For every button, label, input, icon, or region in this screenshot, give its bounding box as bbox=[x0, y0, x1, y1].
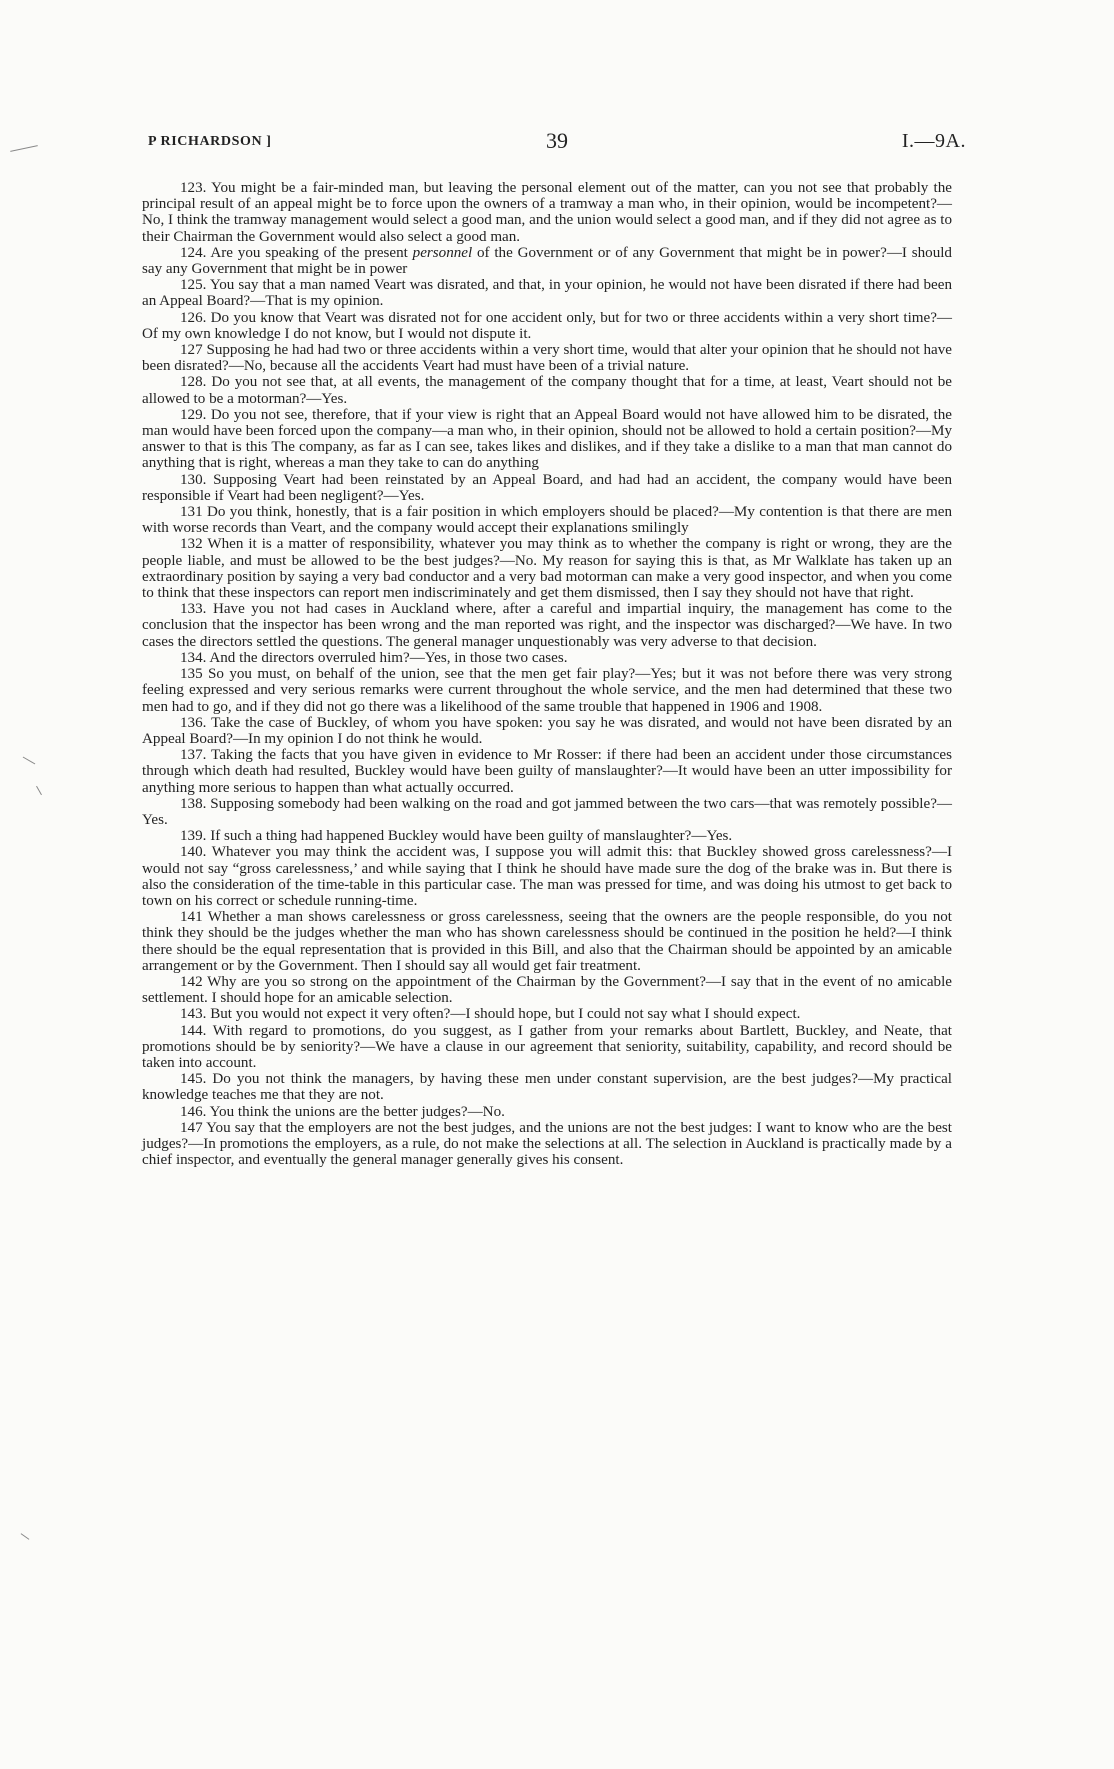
qa-paragraph: 131 Do you think, honestly, that is a fair position in which employers should be placed?—My contention is that there are men with worse records than Veart, and the company would accept their explanations smilingly bbox=[142, 504, 952, 537]
qa-paragraph: 147 You say that the employers are not the best judges, and the unions are not the best judges: I want to know who are the best judges?—In promotions the employers, as a rule, do not make the selections at all. The selection in Auckland is practically made by a chief inspector, and eventually the general manager generally gives his consent. bbox=[142, 1119, 952, 1169]
qa-paragraph: 126. Do you know that Veart was disrated not for one accident only, but for two or three accidents within a very short time?—Of my own knowledge I do not know, but I would not dispute it. bbox=[142, 309, 952, 342]
qa-paragraph: 134. And the directors overruled him?—Yes, in those two cases. bbox=[180, 649, 568, 666]
qa-paragraph: 137. Taking the facts that you have given in evidence to Mr Rosser: if there had been an accident under those circumstances through which death had resulted, Buckley would have been guilty of manslaughter?—It would have been an utter impossibility for anything more serious to happen than what actually occurred. bbox=[142, 747, 952, 796]
qa-paragraph: 127 Supposing he had had two or three accidents within a very short time, would that alter your opinion that he should not have been disrated?—No, because all the accidents Veart had must have been of a trivial nature. bbox=[142, 342, 952, 375]
page-number: 39 bbox=[546, 128, 568, 153]
testimony-body bbox=[142, 180, 952, 1168]
scan-mark bbox=[21, 1533, 30, 1540]
qa-paragraph: 129. Do you not see, therefore, that if your view is right that an Appeal Board would not have allowed him to be disrated, the man would have been forced upon the company—a man who, in their opinion, should not be allowed to hold a certain position?—My answer to that is this The company, as far as I can see, takes likes and dislikes, and if they take a dislike to a man that man cannot do anything that is right, whereas a man they take to can do anything bbox=[142, 406, 952, 472]
qa-paragraph: 130. Supposing Veart had been reinstated by an Appeal Board, and had had an accident, the company would have been responsible if Veart had been negligent?—Yes. bbox=[142, 471, 952, 504]
qa-paragraph: 145. Do you not think the managers, by having these men under constant supervision, are the best judges?—My practical knowledge teaches me that they are not. bbox=[142, 1071, 952, 1104]
qa-paragraph: 143. But you would not expect it very often?—I should hope, but I could not say what I should expect. bbox=[180, 1006, 801, 1023]
scan-mark bbox=[36, 786, 42, 795]
qa-paragraph: 139. If such a thing had happened Buckley would have been guilty of manslaughter?—Yes. bbox=[180, 828, 733, 845]
qa-paragraph: 132 When it is a matter of responsibility, whatever you may think as to whether the company is right or wrong, they are the people liable, and must be allowed to be the best judges?—No. My reason for saying this is that, as Mr Walklate has taken up an extraordinary position by saying a very bad conductor and a very bad motorman can make a very good inspector, and when you come to think that these inspectors can report men indiscriminately and get them dismissed, then I say they should not have that right. bbox=[142, 536, 952, 602]
scan-mark bbox=[23, 757, 36, 765]
qa-paragraph: 133. Have you not had cases in Auckland where, after a careful and impartial inquiry, the management has come to the conclusion that the inspector has been wrong and the man reported was right, and the inspector was discharged?—We have. In two cases the directors settled the questions. The general manager unquestionably was very adverse to that decision. bbox=[142, 601, 952, 650]
document-reference: I.—9A. bbox=[901, 130, 966, 152]
qa-paragraph: 125. You say that a man named Veart was disrated, and that, in your opinion, he would not have been disrated if there had been an Appeal Board?—That is my opinion. bbox=[142, 277, 952, 310]
qa-paragraph: 138. Supposing somebody had been walking on the road and got jammed between the two cars—that was remotely possible?—Yes. bbox=[142, 795, 952, 828]
qa-paragraph: 141 Whether a man shows carelessness or gross carelessness, seeing that the owners are the people responsible, do you not think they should be the judges whether the man who has shown carelessness should be continued in the position he held?—I think there should be the equal representation that is provided in this Bill, and also that the Chairman should be appointed by an amicable arrangement or by the Government. Then I should say all would get fair treatment. bbox=[142, 909, 952, 974]
witness-name-header: P RICHARDSON ] bbox=[148, 134, 272, 149]
italic-term: personnel bbox=[412, 244, 473, 261]
qa-paragraph: 124. Are you speaking of the present personnel of the Government or of any Government that might be in power?—I should say any Government that might be in power bbox=[142, 244, 952, 278]
qa-paragraph: 140. Whatever you may think the accident was, I suppose you will admit this: that Buckley showed gross carelessness?—I would not say “gross carelessness,’ and while saying that I think he should have made sure the dog of the brake was in. But there is also the consideration of the time-table in this particular case. The man was pressed for time, and was doing his utmost to get back to town on his correct or schedule running-time. bbox=[142, 844, 952, 909]
page-header bbox=[148, 128, 966, 158]
qa-paragraph: 136. Take the case of Buckley, of whom you have spoken: you say he was disrated, and would not have been disrated by an Appeal Board?—In my opinion I do not think he would. bbox=[142, 714, 952, 747]
qa-paragraph: 146. You think the unions are the better judges?—No. bbox=[180, 1103, 505, 1120]
qa-paragraph: 128. Do you not see that, at all events, the management of the company thought that for a time, at least, Veart should not be allowed to be a motorman?—Yes. bbox=[142, 374, 952, 407]
qa-paragraph: 144. With regard to promotions, do you suggest, as I gather from your remarks about Bartlett, Buckley, and Neate, that promotions should be by seniority?—We have a clause in our agreement that seniority, suitability, capability, and record should be taken into account. bbox=[142, 1022, 952, 1071]
qa-paragraph: 135 So you must, on behalf of the union, see that the men get fair play?—Yes; but it was not before there was very strong feeling expressed and very serious remarks were current throughout the whole service, and the men had determined that these two men had to go, and if they did not go there was a likelihood of the same trouble that happened in 1906 and 1908. bbox=[142, 666, 952, 715]
qa-paragraph: 142 Why are you so strong on the appointment of the Chairman by the Government?—I say that in the event of no amicable settlement. I should hope for an amicable selection. bbox=[142, 973, 952, 1007]
scan-mark bbox=[10, 145, 38, 152]
qa-paragraph: 123. You might be a fair-minded man, but leaving the personal element out of the matter, can you not see that probably the principal result of an appeal might be to force upon the owners of a tramway a man who, in their opinion, would be incompetent?—No, I think the tramway management would select a good man, and the union would select a good man, and if they did not agree as to their Chairman the Government would also select a good man. bbox=[142, 180, 952, 245]
